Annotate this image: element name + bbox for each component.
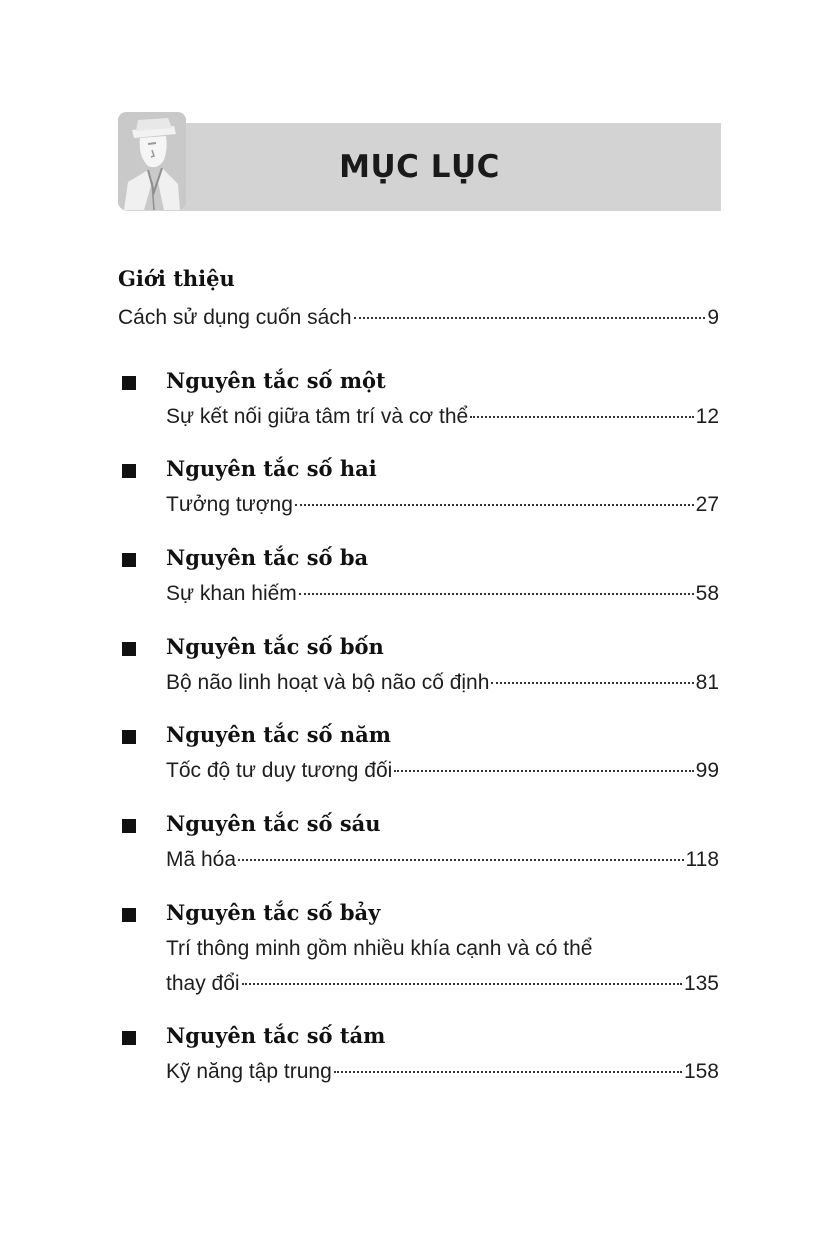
bullet-marker [122, 1031, 136, 1045]
dot-leader [394, 770, 693, 772]
bullet-marker [122, 642, 136, 656]
chapter-title: Nguyên tắc số một [166, 368, 386, 393]
bullet-marker [122, 730, 136, 744]
toc-entry-intro[interactable] [118, 304, 719, 332]
entry-title: Mã hóa [166, 848, 237, 871]
bullet-marker [122, 819, 136, 833]
dot-leader [354, 317, 706, 319]
dot-leader [334, 1071, 682, 1073]
entry-title: Sự kết nối giữa tâm trí và cơ thể [166, 405, 469, 428]
page-number: 9 [707, 306, 719, 329]
toc-entry[interactable] [166, 846, 719, 874]
chapter-title: Nguyên tắc số sáu [166, 811, 381, 836]
page-number: 58 [695, 582, 719, 605]
dot-leader [299, 593, 694, 595]
entry-title: Kỹ năng tập trung [166, 1060, 332, 1083]
page-number: 118 [685, 848, 719, 871]
entry-title: Bộ não linh hoạt và bộ não cố định [166, 671, 490, 694]
entry-title: thay đổi [166, 972, 240, 995]
dot-leader [238, 859, 683, 861]
chapter-title: Nguyên tắc số năm [166, 722, 391, 747]
entry-title: Tưởng tượng [166, 493, 293, 516]
toc-entry[interactable] [166, 669, 719, 697]
bullet-marker [122, 376, 136, 390]
dot-leader [242, 983, 682, 985]
page-number: 158 [683, 1060, 719, 1083]
entry-title: Tốc độ tư duy tương đối [166, 759, 393, 782]
toc-entry[interactable] [166, 970, 719, 998]
intro-heading: Giới thiệu [118, 266, 235, 291]
page-number: 27 [695, 493, 719, 516]
chapter-title: Nguyên tắc số hai [166, 456, 377, 481]
bullet-marker [122, 553, 136, 567]
dot-leader [470, 416, 693, 418]
page-number: 81 [695, 671, 719, 694]
chapter-title: Nguyên tắc số bốn [166, 634, 384, 659]
chapter-title: Nguyên tắc số tám [166, 1023, 386, 1048]
chapter-title: Nguyên tắc số bảy [166, 900, 381, 925]
bullet-marker [122, 464, 136, 478]
dot-leader [295, 504, 694, 506]
toc-entry[interactable] [166, 757, 719, 785]
page-number: 12 [695, 405, 719, 428]
toc-entry[interactable] [166, 580, 719, 608]
dot-leader [491, 682, 693, 684]
entry-title-line1[interactable]: Trí thông minh gồm nhiều khía cạnh và có thể [166, 937, 593, 960]
toc-entry[interactable] [166, 1058, 719, 1086]
bullet-marker [122, 908, 136, 922]
page-title: MỤC LỤC [339, 149, 500, 185]
chapter-title: Nguyên tắc số ba [166, 545, 369, 570]
page-number: 135 [683, 972, 719, 995]
toc-entry[interactable] [166, 491, 719, 519]
entry-title: Sự khan hiếm [166, 582, 297, 605]
toc-entry[interactable] [166, 403, 719, 431]
entry-title: Cách sử dụng cuốn sách [118, 306, 352, 329]
page-number: 99 [695, 759, 719, 782]
